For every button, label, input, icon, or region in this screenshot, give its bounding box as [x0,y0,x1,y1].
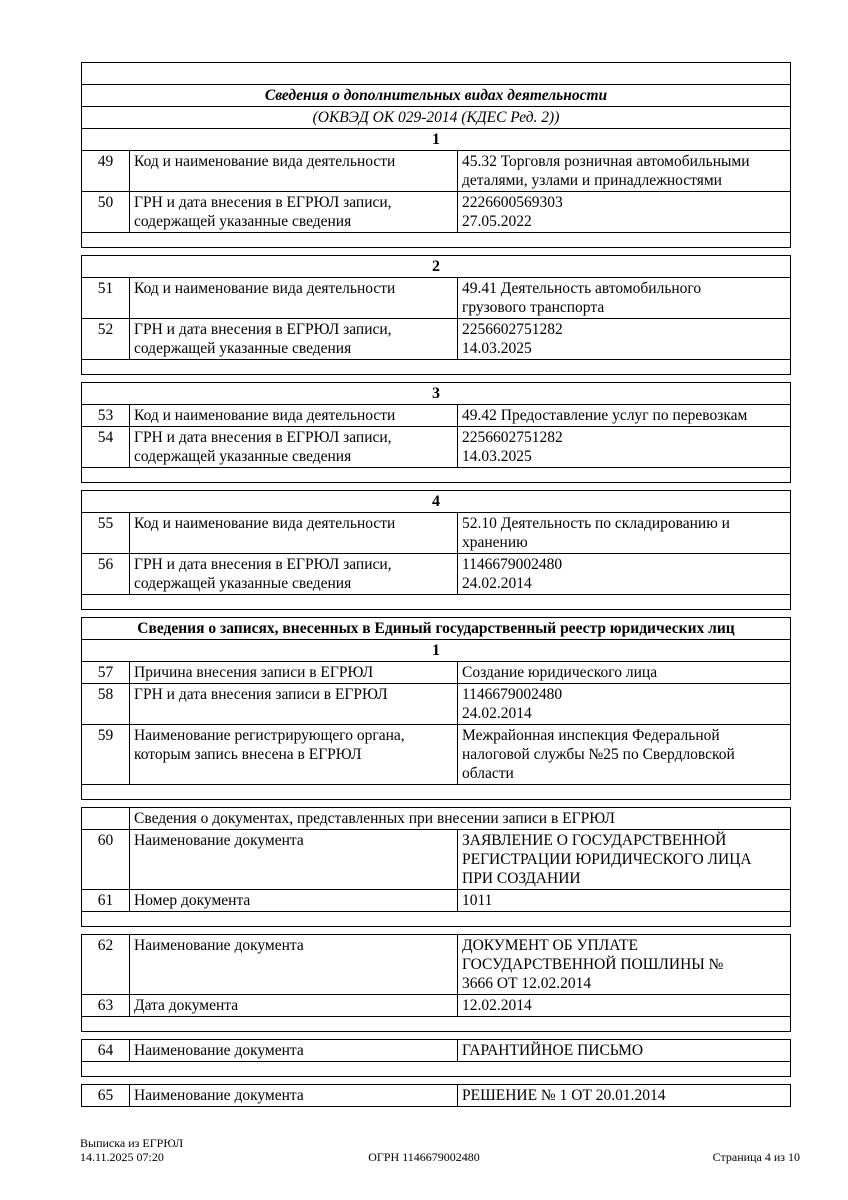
row-label-cell: Код и наименование вида деятельности [130,405,458,427]
row-label-cell: Причина внесения записи в ЕГРЮЛ [130,662,458,684]
value-line: грузового транспорта [462,299,605,316]
data-row-57 [82,662,791,684]
row-value-cell [458,192,791,233]
table-block-3 [81,382,791,483]
value-line: 52.10 Деятельность по складированию и [462,515,730,532]
empty-spacer-cell [82,360,791,375]
value-line: ПРИ СОЗДАНИИ [462,870,581,887]
row-label-cell: Наименование документа [130,1040,458,1062]
table-block-9 [81,1084,791,1107]
row-value-cell [458,554,791,595]
header-row [82,85,791,107]
row-value-cell [458,995,791,1017]
empty-spacer-cell [82,595,791,610]
value-line: РЕГИСТРАЦИИ ЮРИДИЧЕСКОГО ЛИЦА [462,851,752,868]
row-number-cell: 57 [82,662,130,684]
row-label-cell: ГРН и дата внесения в ЕГРЮЛ записи, содержащей указанные сведения [130,554,458,595]
value-line: 49.42 Предоставление услуг по перевозкам [462,407,748,424]
data-row-51 [82,278,791,319]
header-cell: 4 [82,491,791,513]
row-label-cell: Номер документа [130,890,458,912]
section-title-cell: Сведения о документах, представленных при внесении записи в ЕГРЮЛ [130,808,791,830]
row-number-cell: 64 [82,1040,130,1062]
value-line: 2256602751282 [462,429,563,446]
value-line: РЕШЕНИЕ № 1 ОТ 20.01.2014 [462,1087,666,1104]
row-label-cell: ГРН и дата внесения в ЕГРЮЛ записи, содержащей указанные сведения [130,192,458,233]
data-row-49 [82,151,791,192]
footer-datetime: 14.11.2025 07:20 [80,1150,164,1164]
table-block-5 [81,617,791,800]
egrul-extract-table [81,62,790,1114]
header-row [82,256,791,278]
data-row-54 [82,427,791,468]
row-value-cell [458,405,791,427]
row-value-cell [458,662,791,684]
empty-spacer-cell [82,233,791,248]
empty-spacer-row [82,360,791,375]
row-number-cell: 56 [82,554,130,595]
row-label-cell: Наименование регистрирующего органа, которым запись внесена в ЕГРЮЛ [130,725,458,785]
row-value-cell [458,319,791,360]
footer-ogrn: ОГРН 1146679002480 [368,1150,480,1164]
row-number-cell: 58 [82,684,130,725]
row-number-cell: 52 [82,319,130,360]
row-number-cell: 51 [82,278,130,319]
row-label-cell: Наименование документа [130,830,458,890]
row-value-cell [458,278,791,319]
value-line: 14.03.2025 [462,340,532,357]
row-value-cell [458,1040,791,1062]
empty-spacer-cell [82,1062,791,1077]
data-row-56 [82,554,791,595]
row-number-cell: 65 [82,1085,130,1107]
row-number-cell: 62 [82,935,130,995]
empty-spacer-row [82,63,791,85]
value-line: деталями, узлами и принадлежностями [462,172,722,189]
value-line: 24.02.2014 [462,705,532,722]
data-row-65 [82,1085,791,1107]
data-row-58 [82,684,791,725]
header-row [82,107,791,129]
footer-doc-title: Выписка из ЕГРЮЛ [80,1136,184,1150]
header-row [82,383,791,405]
table-block-1 [81,62,791,248]
row-label-cell: Код и наименование вида деятельности [130,278,458,319]
header-row [82,618,791,640]
data-row-50 [82,192,791,233]
value-line: Межрайонная инспекция Федеральной [462,727,720,744]
footer-page-number: Страница 4 из 10 [712,1150,800,1164]
value-line: 2256602751282 [462,321,563,338]
value-line: 1146679002480 [462,556,563,573]
row-number-cell: 61 [82,890,130,912]
row-value-cell [458,427,791,468]
data-row-61 [82,890,791,912]
row-number-cell: 55 [82,513,130,554]
row-label-cell: Код и наименование вида деятельности [130,151,458,192]
empty-spacer-cell [82,785,791,800]
value-line: ДОКУМЕНТ ОБ УПЛАТЕ [462,937,638,954]
header-cell: 1 [82,129,791,151]
header-row [82,129,791,151]
row-value-cell [458,725,791,785]
table-block-8 [81,1039,791,1077]
row-label-cell: ГРН и дата внесения в ЕГРЮЛ записи, содержащей указанные сведения [130,427,458,468]
row-label-cell: Код и наименование вида деятельности [130,513,458,554]
empty-spacer-row [82,912,791,927]
data-row-64 [82,1040,791,1062]
table-block-2 [81,255,791,375]
empty-spacer-row [82,1017,791,1032]
empty-spacer-row [82,1062,791,1077]
row-number-cell: 60 [82,830,130,890]
header-cell: Сведения о записях, внесенных в Единый государственный реестр юридических лиц [82,618,791,640]
row-label-cell: Наименование документа [130,1085,458,1107]
header-cell: 2 [82,256,791,278]
value-line: 45.32 Торговля розничная автомобильными [462,153,750,170]
value-line: области [462,765,514,782]
value-line: 24.02.2014 [462,575,532,592]
value-line: 12.02.2014 [462,997,532,1014]
table-block-6 [81,807,791,927]
value-line: 3666 ОТ 12.02.2014 [462,975,592,992]
row-value-cell [458,935,791,995]
row-value-cell [458,830,791,890]
data-row-63 [82,995,791,1017]
row-number-cell: 53 [82,405,130,427]
row-label-cell: Наименование документа [130,935,458,995]
data-row-60 [82,830,791,890]
value-line: ГАРАНТИЙНОЕ ПИСЬМО [462,1042,644,1059]
row-value-cell [458,890,791,912]
header-cell: 3 [82,383,791,405]
row-value-cell [458,513,791,554]
value-line: ГОСУДАРСТВЕННОЙ ПОШЛИНЫ № [462,956,724,973]
value-line: 14.03.2025 [462,448,532,465]
header-cell: (ОКВЭД ОК 029-2014 (КДЕС Ред. 2)) [82,107,791,129]
value-line: 27.05.2022 [462,213,532,230]
value-line: 2226600569303 [462,194,563,211]
row-number-cell: 54 [82,427,130,468]
data-row-62 [82,935,791,995]
row-number-cell: 63 [82,995,130,1017]
section-num-cell [82,808,130,830]
header-row [82,640,791,662]
data-row-52 [82,319,791,360]
value-line: налоговой службы №25 по Свердловской [462,746,735,763]
row-number-cell: 59 [82,725,130,785]
empty-spacer-cell [82,912,791,927]
table-block-4 [81,490,791,610]
row-value-cell [458,151,791,192]
empty-spacer-cell [82,468,791,483]
empty-spacer-cell [82,1017,791,1032]
header-cell: Сведения о дополнительных видах деятельности [82,85,791,107]
value-line: ЗАЯВЛЕНИЕ О ГОСУДАРСТВЕННОЙ [462,832,727,849]
header-cell: 1 [82,640,791,662]
empty-spacer-cell [82,63,791,85]
empty-spacer-row [82,233,791,248]
row-number-cell: 50 [82,192,130,233]
data-row-53 [82,405,791,427]
section-header-row [82,808,791,830]
row-value-cell [458,684,791,725]
value-line: 49.41 Деятельность автомобильного [462,280,702,297]
value-line: 1146679002480 [462,686,563,703]
value-line: Создание юридического лица [462,664,658,681]
data-row-55 [82,513,791,554]
row-label-cell: ГРН и дата внесения в ЕГРЮЛ записи, содержащей указанные сведения [130,319,458,360]
empty-spacer-row [82,468,791,483]
value-line: хранению [462,534,528,551]
empty-spacer-row [82,595,791,610]
row-label-cell: ГРН и дата внесения записи в ЕГРЮЛ [130,684,458,725]
data-row-59 [82,725,791,785]
value-line: 1011 [462,892,493,909]
row-value-cell [458,1085,791,1107]
empty-spacer-row [82,785,791,800]
row-number-cell: 49 [82,151,130,192]
table-block-7 [81,934,791,1032]
header-row [82,491,791,513]
row-label-cell: Дата документа [130,995,458,1017]
